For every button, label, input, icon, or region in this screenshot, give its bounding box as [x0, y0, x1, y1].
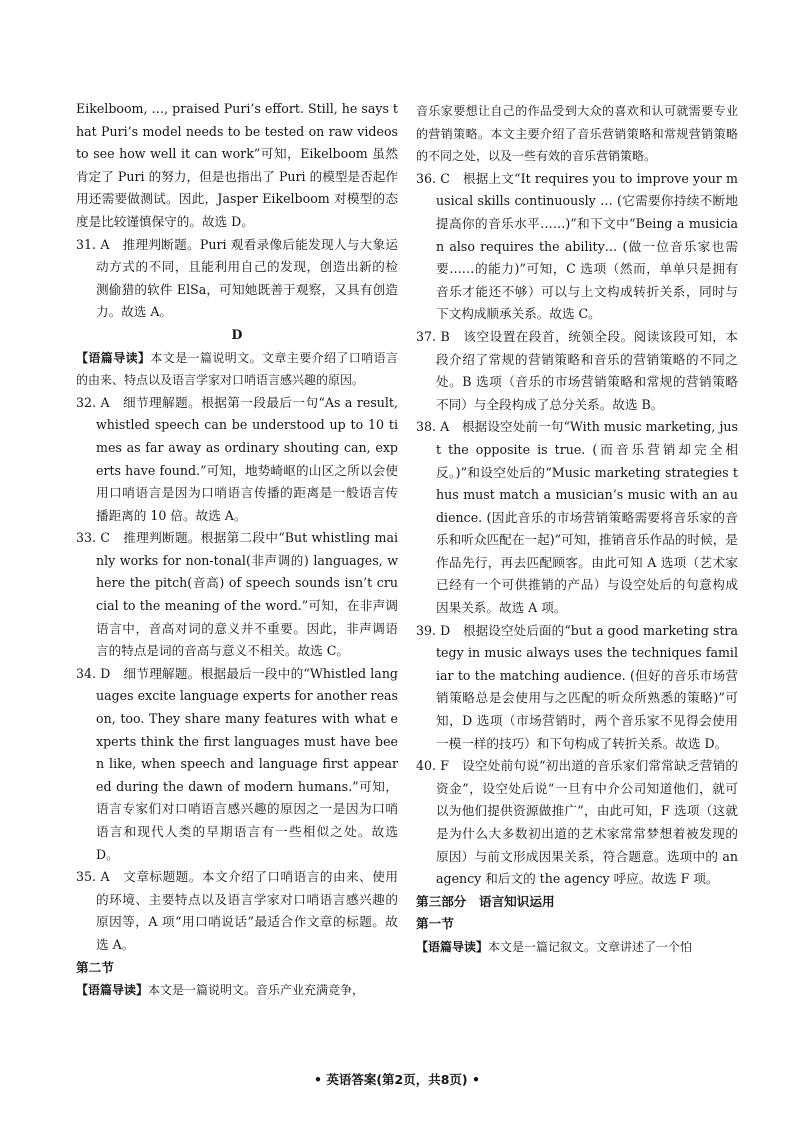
- section-1-heading: 第一节: [416, 916, 454, 932]
- guide-1-tag: 【语篇导读】: [416, 939, 489, 954]
- section-d-heading: D: [231, 326, 243, 342]
- answer-39: 39. D 根据设空处后面的“but a good marketing strategy in music always uses the techniques familiar to the matching audience. (但好的音乐市场营销策略总是会使用与之匹配的听众所熟悉的策略)”可知，D 选项（市场营销时，两个音乐家不见得会使用一模一样的技巧）和下句构成了转折关系。故选 D。: [416, 622, 738, 751]
- guide-d-tag: 【语篇导读】: [76, 350, 151, 365]
- passage-c-explanation-end: Eikelboom, …, praised Puri’s effort. Still, he says that Puri’s model needs to be tested on raw videos to see how well it can work”可知，Eikelboom 虽然肯定了 Puri 的努力，但是也指出了 Puri 的模型是否起作用还需要做测试。因此，Jasper Eikelboom 对模型的态度是比较谨慎保守的。故选 D。: [76, 101, 398, 229]
- guide-2-tag: 【语篇导读】: [76, 983, 149, 998]
- answer-31: 31. A 推理判断题。Puri 观看录像后能发现人与大象运动方式的不同，且能利用自己的发现，创造出新的检测偷猎的软件 ElSa，可知她既善于观察，又具有创造力。故选 A。: [76, 236, 398, 320]
- page-footer: • 英语答案(第2页，共8页) •: [313, 1072, 480, 1087]
- answer-34: 34. D 细节理解题。根据最后一段中的“Whistled languages excite language experts for another reason, too. They share many features with what experts think the first languages must have been like, when speech and language first appeared during the dawn of modern humans.”可知，语言专家们对口哨语言感兴趣的原因之一是因为口哨语言和现代人类的早期语言有一些相似之处。故选 D。: [76, 665, 398, 862]
- answer-32: 32. A 细节理解题。根据第一段最后一句“As a result, whistled speech can be understood up to 10 times as far away as ordinary shouting can, experts have found.”可知，地势崎岖的山区之所以会使用口哨语言是因为口哨语言传播的距离是一般语言传播距离的 10 倍。故选 A。: [76, 394, 398, 523]
- right-column: [416, 100, 738, 959]
- section-2-heading: 第二节: [76, 959, 114, 975]
- part-3-heading: 第三部分 语言知识运用: [416, 893, 555, 909]
- left-column: [76, 98, 398, 1002]
- guide-d-text: 本文是一篇说明文。文章主要介绍了口哨语言的由来、特点以及语言学家对口哨语言感兴趣的原因。: [76, 350, 398, 388]
- answer-33: 33. C 推理判断题。根据第二段中“But whistling mainly works for non-tonal(非声调的) languages, where the pitch(音高) of speech sounds isn’t crucial to the meaning of the word.”可知，在非声调语言中，音高对词的意义并不重要。因此，非声调语言的特点是词的音高与意义不相关。故选 C。: [76, 530, 398, 659]
- guide-d: [76, 347, 398, 392]
- guide-1-text: 本文是一篇记叙文。文章讲述了一个怕: [488, 939, 693, 954]
- guide-2-continued: 音乐家要想让自己的作品受到大众的喜欢和认可就需要专业的营销策略。本文主要介绍了音乐营销策略和常规营销策略的不同之处，以及一些有效的音乐营销策略。: [416, 104, 738, 164]
- answer-36: 36. C 根据上文“It requires you to improve your musical skills continuously … (它需要你持续不断地提高你的音乐水平……)”和下文中“Being a musician also requires the ability… (做一位音乐家也需要……的能力)”可知，C 选项（然而，单单只是拥有音乐才能还不够）可以与上文构成转折关系，同时与下文构成顺承关系。故选 C。: [416, 170, 738, 322]
- answer-40: 40. F 设空处前句说“初出道的音乐家们常常缺乏营销的资金”，设空处后说“一旦有中介公司知道他们，就可以为他们提供资源做推广”，由此可知，F 选项（这就是为什么大多数初出道的艺术家常常梦想着被发现的原因）与前文形成因果关系，符合题意。选项中的 an agency 和后文的 the agency 呼应。故选 F 项。: [416, 758, 738, 887]
- answer-38: 38. A 根据设空处前一句“With music marketing, just the opposite is true. (而音乐营销却完全相反。)”和设空处后的“Music marketing strategies thus must match a musician’s music with an audience. (因此音乐的市场营销策略需要将音乐家的音乐和听众匹配在一起)”可知，推销音乐作品的时候，是作品先行，再去匹配顾客。由此可知 A 选项（艺术家已经有一个可供推销的产品）与设空处后的句意构成因果关系。故选 A 项。: [416, 419, 738, 616]
- answer-35: 35. A 文章标题题。本文介绍了口哨语言的由来、使用的环境、主要特点以及语言学家对口哨语言感兴趣的原因等，A 项“用口哨说话”最适合作文章的标题。故选 A。: [76, 869, 398, 952]
- answer-37: 37. B 该空设置在段首，统领全段。阅读该段可知，本段介绍了常规的营销策略和音乐的营销策略的不同之处。B 选项（音乐的市场营销策略和常规的营销策略不同）与全段构成了总分关系。故选 B。: [416, 328, 738, 412]
- guide-1: [416, 936, 738, 959]
- guide-2: [76, 979, 398, 1002]
- guide-2-text: 本文是一篇说明文。音乐产业充满竞争，: [148, 983, 365, 998]
